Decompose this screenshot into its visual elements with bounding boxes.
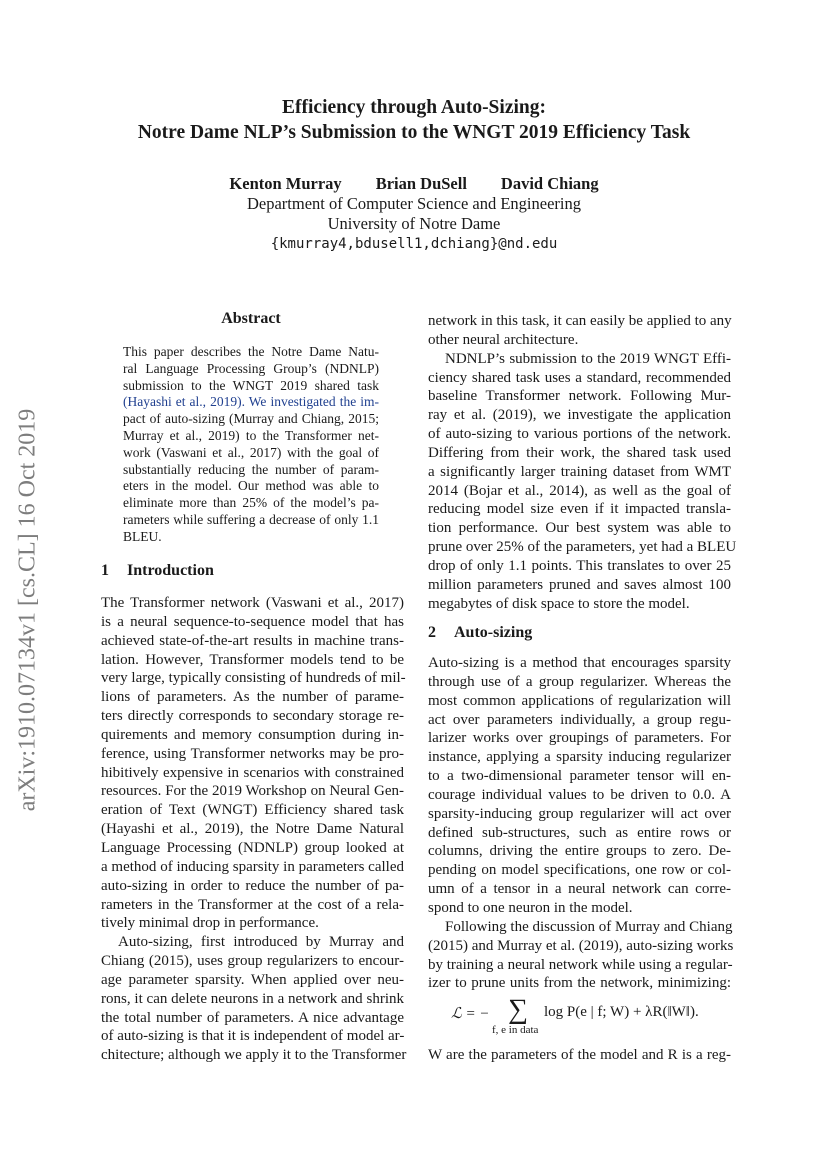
text-line: instance, applying a sparsity inducing regularizer (428, 749, 731, 766)
text-line: of auto-sizing to various portions of the network. (428, 426, 731, 443)
author-email[interactable]: {kmurray4,bdusell1,dchiang}@nd.edu (270, 236, 558, 252)
author-name: David Chiang (500, 174, 599, 193)
text-line: NDNLP’s submission to the 2019 WNGT Effi- (445, 350, 731, 367)
introduction-body (101, 594, 407, 1065)
text-line: lation. However, Transformer models tend to be (101, 651, 404, 668)
text-line: Language Processing (NDNLP) group looked at (101, 839, 404, 856)
text-line: tion performance. Our best system was able to (428, 520, 731, 537)
summation-subscript: f, e in data (492, 1024, 539, 1036)
text-line: is a neural sequence-to-sequence model that has (101, 613, 404, 630)
text-line: W are the parameters of the model and R is a reg- (428, 1047, 731, 1063)
department: Department of Computer Science and Engineering (246, 194, 581, 213)
text-line: of auto-sizing is that it is independent of model ar- (101, 1028, 405, 1045)
arxiv-identifier[interactable]: arXiv:1910.07134v1 [cs.CL] 16 Oct 2019 (14, 408, 41, 812)
section-title: Auto-sizing (454, 624, 533, 641)
text-line: izer to prune units from the network, minimizing: (428, 975, 731, 992)
abstract-line: This paper describes the Notre Dame Natu- (123, 344, 379, 359)
arxiv-sidebar (8, 365, 48, 855)
abstract-body (123, 344, 379, 546)
author-name: Kenton Murray (229, 174, 342, 193)
text-line: through use of a group regularizer. Whereas the (428, 673, 731, 690)
text-line: umn of a tensor in a neural network can corre- (428, 881, 731, 898)
text-line: quirements and memory consumption during in- (101, 726, 404, 743)
equation-rhs: log P(e | f; W) + λR(‖W‖). (544, 1004, 699, 1020)
section-title: Introduction (127, 562, 214, 579)
section-number: 2 (428, 624, 436, 641)
text-line: Auto-sizing, first introduced by Murray and (118, 934, 404, 951)
text-line: a significantly larger training dataset from WMT (428, 463, 731, 480)
abstract-heading: Abstract (221, 310, 281, 327)
text-line: reducing model size even if it impacted transla- (428, 501, 731, 518)
text-line: auto-sizing in order to reduce the number of pa- (101, 877, 404, 894)
text-line: Chiang (2015), uses group regularizers to encour- (101, 953, 404, 970)
text-line: lions of parameters. As the number of parame- (101, 689, 404, 706)
text-line: other neural architecture. (428, 331, 579, 348)
abstract-line: ral Language Processing Group’s (NDNLP) (123, 360, 379, 376)
abstract-line: eliminate more than 25% of the model’s pa- (123, 495, 379, 511)
abstract-line: pact of auto-sizing (Murray and Chiang, 2015; (123, 411, 379, 427)
text-line: drop of only 1.1 points. This translates to over 25 (428, 557, 731, 574)
text-line: Following the discussion of Murray and Chiang (445, 918, 733, 935)
text-line: tively minimal drop in performance. (101, 915, 319, 932)
text-line: very large, typically consisting of hundreds of mil- (101, 670, 406, 687)
text-line: most common applications of regularization will (428, 692, 731, 709)
text-line: (2015) and Murray et al. (2019), auto-sizing works (428, 937, 734, 954)
author-name: Brian DuSell (375, 174, 467, 193)
abstract-line: substantially reducing the number of param- (123, 461, 379, 477)
title-line-1: Efficiency through Auto-Sizing: (282, 97, 546, 118)
text-line: act over parameters individually, a group regu- (428, 711, 731, 728)
equation-lhs: ℒ = − (451, 1006, 490, 1022)
text-line: age parameter sparsity. When applied over neu- (101, 971, 404, 988)
text-line: ray et al. (2019), we investigate the application (428, 407, 731, 424)
text-line: 2014 (Bojar et al., 2014), as well as the goal of (428, 482, 731, 499)
text-line: ters directly corresponds to secondary storage re- (101, 708, 404, 725)
text-line: ference, using Transformer networks may be pro- (101, 745, 404, 762)
text-line: a method of inducing sparsity in parameters called (101, 858, 404, 875)
title-line-2: Notre Dame NLP’s Submission to the WNGT 2019 Efficiency Task (137, 122, 691, 143)
text-line: courage individual values to be driven to 0.0. A (428, 786, 731, 803)
university: University of Notre Dame (327, 214, 501, 233)
text-line: Auto-sizing is a method that encourages sparsity (428, 655, 731, 671)
text-line: rons, it can delete neurons in a network and shrink (101, 990, 404, 1007)
text-line: megabytes of disk space to store the model. (428, 595, 690, 612)
abstract-line: submission to the WNGT 2019 shared task (123, 377, 379, 393)
introduction-continued (428, 312, 737, 614)
text-line: larizer works over groupings of parameters. For (428, 730, 731, 747)
section-heading-auto-sizing (428, 624, 532, 642)
text-line: million parameters pruned and saves almost 100 (428, 576, 731, 593)
text-line: spond to one neuron in the model. (428, 899, 633, 916)
text-line: chitecture; although we apply it to the Transformer (101, 1047, 407, 1064)
abstract-line: rameters while suffering a decrease of only 1.1 (123, 511, 379, 527)
text-line: ciency shared task uses a standard, recommended (428, 369, 731, 386)
text-line: to a two-dimensional parameter tensor will en- (428, 768, 731, 785)
text-line: baseline Transformer network. Following Mur- (428, 388, 731, 405)
auto-sizing-body (428, 654, 734, 993)
text-line: Differing from their work, the shared task used (428, 444, 731, 461)
section-heading-introduction (101, 562, 214, 580)
abstract-line: work (Vaswani et al., 2017) with the goal of (123, 444, 379, 460)
text-line: (Hayashi et al., 2019), the Notre Dame Natural (101, 821, 404, 838)
abstract-line: eters in the model. Our method was able to (123, 478, 379, 494)
text-line: prune over 25% of the parameters, yet had a BLEU (428, 539, 737, 556)
text-line: rameters in the Transformer at the cost of a rela- (101, 896, 404, 913)
section-number: 1 (101, 562, 109, 579)
text-line: defined sub-structures, such as entire rows or (428, 824, 731, 841)
text-line: resources. For the 2019 Workshop on Neural Gen- (101, 783, 404, 800)
abstract-line: Murray et al., 2019) to the Transformer net- (123, 427, 379, 443)
text-line: eration of Text (WNGT) Efficiency shared task (101, 802, 404, 819)
text-line: sparsity-inducing group regularizer will act over (428, 805, 731, 822)
text-line: The Transformer network (Vaswani et al., 2017) (101, 595, 404, 611)
paper-title (0, 95, 828, 145)
text-line: hibitively expensive in scenarios with constrained (101, 764, 404, 781)
abstract-line: BLEU. (123, 528, 162, 544)
abstract-line[interactable]: (Hayashi et al., 2019). We investigated the im- (123, 394, 379, 410)
author-block (0, 174, 828, 254)
text-line: columns, driving the entire groups to zero. De- (428, 843, 731, 860)
author-names (0, 174, 828, 194)
text-line: network in this task, it can easily be applied to any (428, 313, 732, 329)
text-line: by training a neural network while using a regular- (428, 956, 733, 973)
equation (440, 994, 740, 1040)
text-line: pending on model specifications, one row or col- (428, 862, 731, 879)
summation-symbol: ∑ (508, 994, 528, 1025)
text-line: achieved state-of-the-art results in machine trans- (101, 632, 404, 649)
auto-sizing-continued (428, 1046, 731, 1065)
text-line: the total number of parameters. A nice advantage (101, 1009, 404, 1026)
